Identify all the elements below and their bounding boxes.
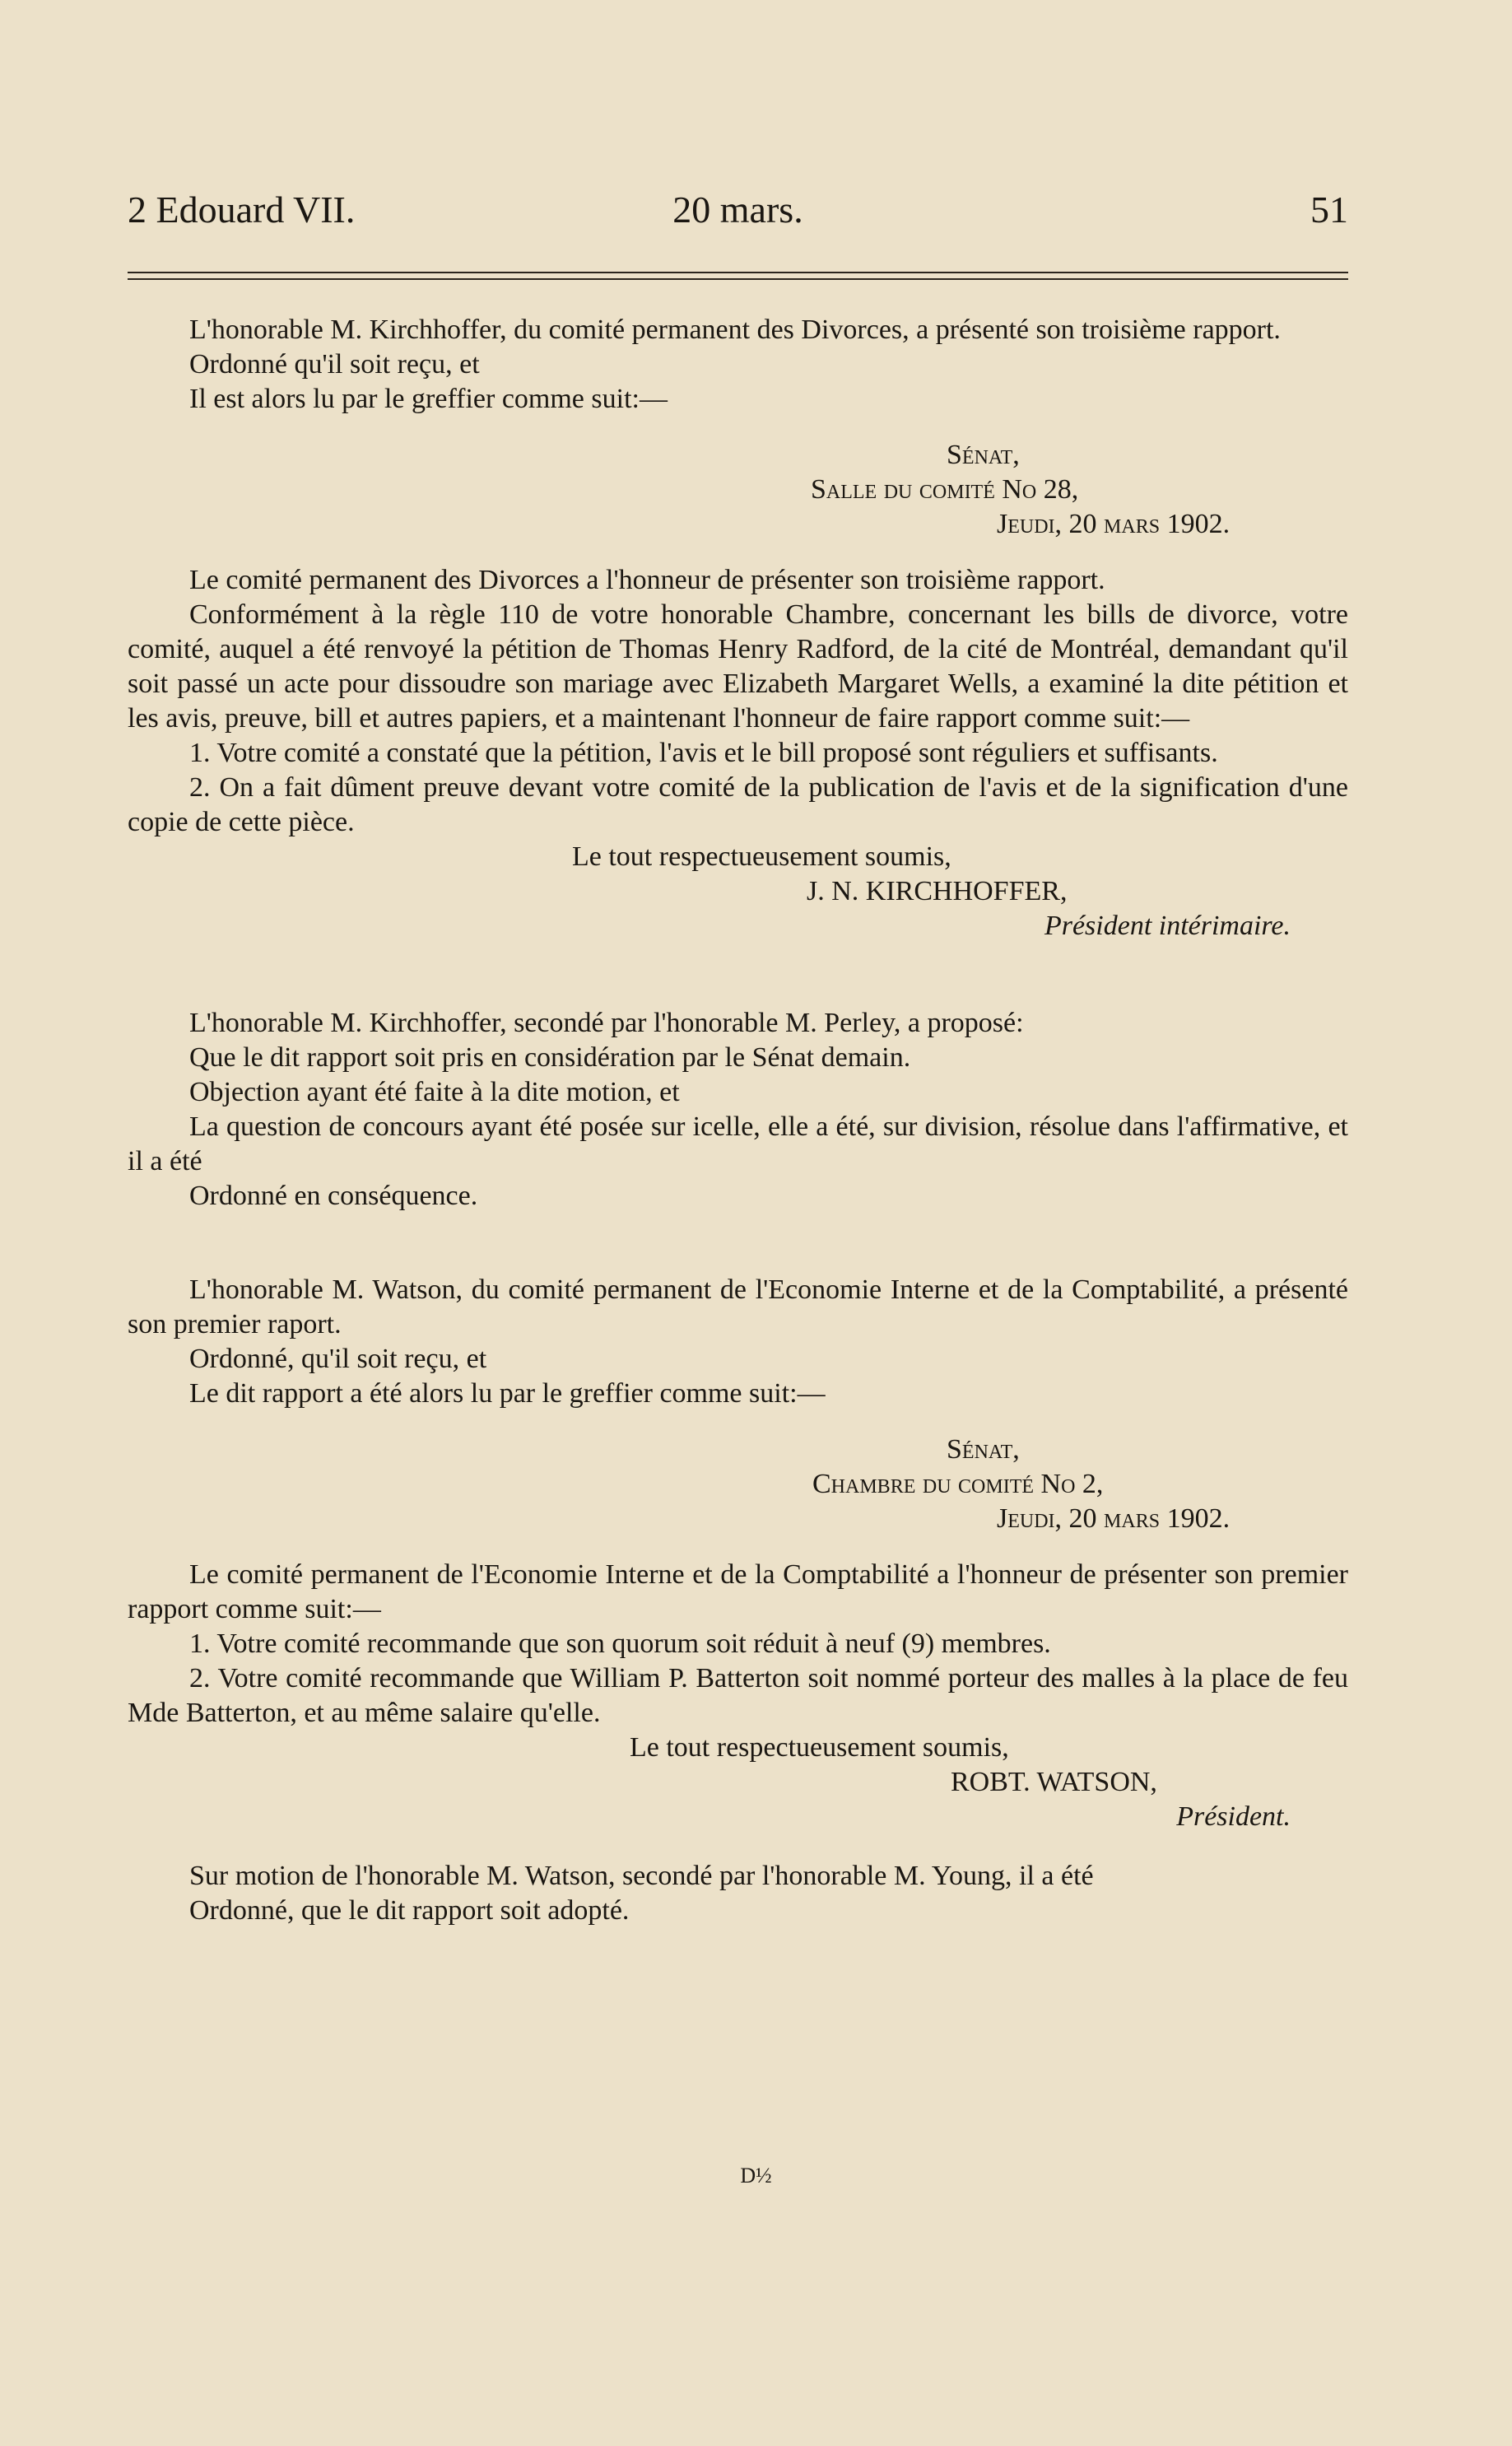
paragraph: Le comité permanent des Divorces a l'honneur de présenter son troisième rapport.: [189, 565, 1105, 595]
paragraph: 1. Votre comité a constaté que la pétition, l'avis et le bill proposé sont réguliers et suffisants.: [189, 738, 1218, 768]
signature-block: [128, 840, 1348, 947]
paragraph: 2. Votre comité recommande que William P. Batterton soit nommé porteur des malles à la place de feu Mde Batterton, et au même salaire qu'elle.: [128, 1663, 1348, 1728]
report-heading: [128, 438, 1348, 542]
heading-date: Jeudi, 20 mars 1902.: [997, 1503, 1231, 1534]
paragraph: Que le dit rapport soit pris en considération par le Sénat demain.: [189, 1042, 911, 1073]
paragraph: Il est alors lu par le greffier comme suit:—: [189, 384, 668, 414]
watson-report-intro: [128, 1273, 1348, 1411]
heading-room: Chambre du comité No 2,: [812, 1469, 1104, 1499]
header-date: 20 mars.: [672, 189, 803, 231]
adoption-motion: [128, 1859, 1348, 1928]
paragraph: Ordonné en conséquence.: [189, 1181, 478, 1211]
paragraph: L'honorable M. Watson, du comité permanent de l'Economie Interne et de la Comptabilité, a présenté son premier raport.: [128, 1274, 1348, 1339]
paragraph: La question de concours ayant été posée sur icelle, elle a été, sur division, résolue dans l'affirmative, et il a été: [128, 1111, 1348, 1176]
paragraph: Le comité permanent de l'Economie Interne et de la Comptabilité a l'honneur de présenter son premier rapport comme suit:—: [128, 1559, 1348, 1624]
closing-line: Le tout respectueusement soumis,: [572, 841, 951, 872]
signature-title: Président.: [1176, 1801, 1291, 1832]
closing-line: Le tout respectueusement soumis,: [630, 1732, 1009, 1763]
divorce-committee-report: [128, 563, 1348, 840]
header-rule-bottom: [128, 278, 1348, 280]
heading-date: Jeudi, 20 mars 1902.: [997, 509, 1231, 539]
paragraph: Ordonné, qu'il soit reçu, et: [189, 1344, 487, 1374]
paragraph: 1. Votre comité recommande que son quorum soit réduit à neuf (9) membres.: [189, 1628, 1051, 1659]
economy-committee-report: [128, 1558, 1348, 1731]
motion-consideration: [128, 1006, 1348, 1214]
paragraph: L'honorable M. Kirchhoffer, secondé par l'honorable M. Perley, a proposé:: [189, 1008, 1024, 1038]
paragraph: Le dit rapport a été alors lu par le greffier comme suit:—: [189, 1378, 826, 1409]
heading-room: Salle du comité No 28,: [811, 474, 1079, 505]
signature-name: J. N. KIRCHHOFFER,: [807, 876, 1068, 906]
page-header: [128, 188, 1348, 237]
header-regnal-year: 2 Edouard VII.: [128, 189, 356, 231]
signature-mark: D½: [740, 2164, 772, 2187]
header-rule-top: [128, 272, 1348, 273]
signature-block: [128, 1731, 1348, 1838]
paragraph: Ordonné qu'il soit reçu, et: [189, 349, 480, 380]
paragraph: Sur motion de l'honorable M. Watson, secondé par l'honorable M. Young, il a été: [189, 1861, 1094, 1891]
header-page-number: 51: [1310, 189, 1348, 231]
heading-senat: Sénat,: [947, 1434, 1020, 1465]
signature-name: ROBT. WATSON,: [951, 1767, 1157, 1797]
page-body: [128, 313, 1348, 1928]
heading-senat: Sénat,: [947, 440, 1020, 470]
paragraph: Ordonné, que le dit rapport soit adopté.: [189, 1895, 630, 1926]
signature-title: Président intérimaire.: [1044, 911, 1291, 941]
report-heading: [128, 1433, 1348, 1536]
paragraph: Conformément à la règle 110 de votre honorable Chambre, concernant les bills de divorce, votre comité, auquel a été renvoyé la pétition de Thomas Henry Radford, de la cité de Montréal, demandant qu'il soit passé un acte pour dissoudre son mariage avec Elizabeth Margaret Wells, a examiné la dite pétition et les avis, preuve, bill et autres papiers, et a maintenant l'honneur de faire rapport comme suit:—: [128, 599, 1348, 734]
paragraph: Objection ayant été faite à la dite motion, et: [189, 1077, 680, 1107]
paragraph: 2. On a fait dûment preuve devant votre comité de la publication de l'avis et de la signification d'une copie de cette pièce.: [128, 772, 1348, 837]
kirchhoffer-report-intro: [128, 313, 1348, 417]
paragraph: L'honorable M. Kirchhoffer, du comité permanent des Divorces, a présenté son troisième rapport.: [189, 314, 1281, 345]
